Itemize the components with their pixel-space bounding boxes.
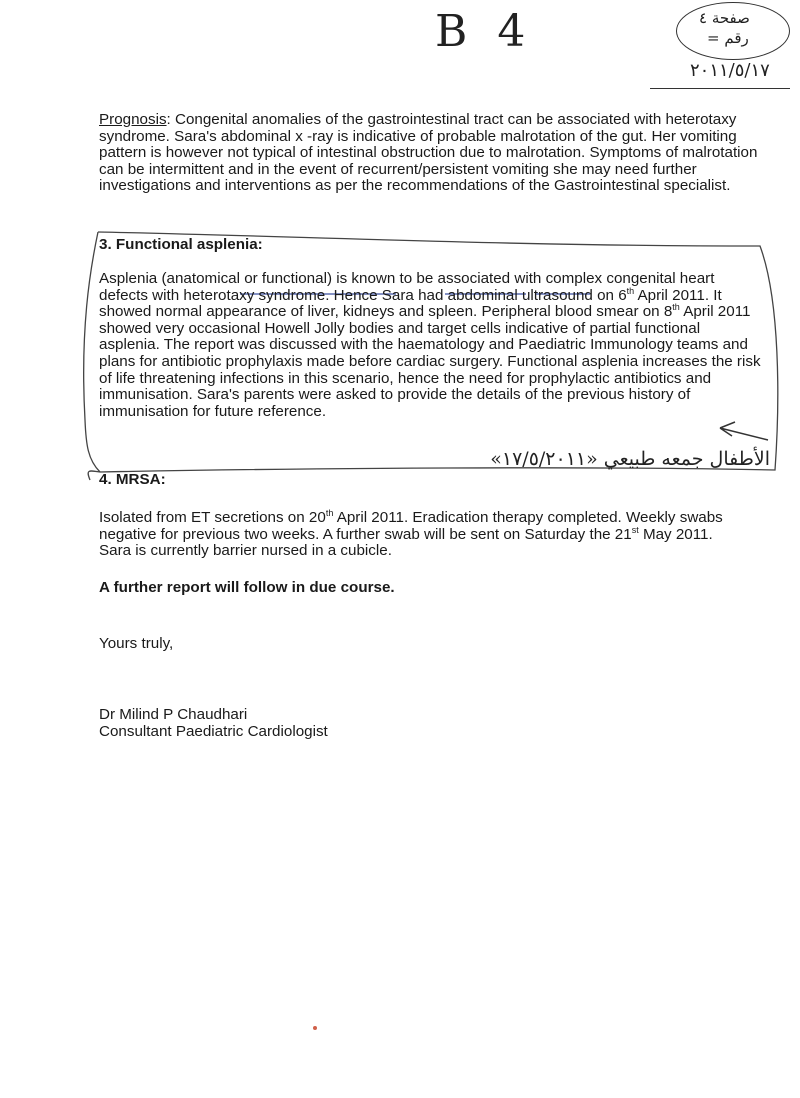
sup: th [626,285,635,296]
sup: st [631,524,639,535]
stamp-line2: رقم = [707,29,749,47]
section3-heading: 3. Functional asplenia: [99,236,263,253]
signatory-title: Consultant Paediatric Cardiologist [99,723,328,740]
prognosis-text: : Congenital anomalies of the gastrointestinal tract can be associated with heterotaxy syndrome. Sara's abdominal x -ray is indicative of probable malrotation of the gut. Her vomiting pattern is however not typical of intestinal obstruction due to malrotation. Symptoms of malrotation can be intermittent and in the event of recurrent/persistent vomiting she may need further investigations and interventions as per the recommendations of the Gastrointestinal specialist. [99,111,758,195]
text: April 2011 showed very occasional Howell Jolly bodies and target cells indicative of partial functional asplenia. The report was discussed with the haematology and Paediatric Immunology teams and plans for antibiotic prophylaxis made before cardiac surgery. Functional asplenia increases the risk of life threatening infections in this scenario, hence the need for prophylactic antibiotics and immunisation. Sara's parents were asked to provide the details of the previous history of immunisation for future reference. [99,303,761,420]
section3-paragraph [99,271,764,420]
stamp-date: ٢٠١١/٥/١٧ [690,60,770,81]
salutation: Yours truly, [99,635,174,652]
stamp-line1: صفحة ٤ [699,9,750,27]
section4-paragraph [99,507,739,560]
sup: th [325,507,334,518]
text: Isolated from ET secretions on 20 [99,509,326,526]
underlined-text: kidneys and spleen [343,303,474,321]
sup: th [672,302,680,313]
scan-speck [313,1026,317,1030]
text: April 2011. It showed [99,286,722,321]
signatory-name: Dr Milind P Chaudhari [99,706,248,723]
text: . Peripheral blood smear on 8 [473,303,673,321]
further-report: A further report will follow in due course. [99,579,395,596]
text: Asplenia (anatomical or functional) is known to be associated with complex congenital heart defects with heterotaxy syndrome. Hence Sara had abdominal ultrasound on 6 [99,270,715,304]
text: May 2011. Sara is currently barrier nursed in a cubicle. [99,525,713,560]
section4-heading: 4. MRSA: [99,471,166,488]
text: April 2011. Eradication therapy completed. Weekly swabs negative for previous two weeks. A further swab will be sent on Saturday the 21 [99,509,723,543]
margin-note-arabic: الأطفال جمعه طبيعي «١٧/٥/٢٠١١» [490,448,770,470]
prognosis-label: Prognosis [99,111,167,128]
page-code-handwritten: B 4 [435,6,534,57]
underlined-text: normal appearance of liver [155,303,335,321]
text: , [334,303,344,321]
